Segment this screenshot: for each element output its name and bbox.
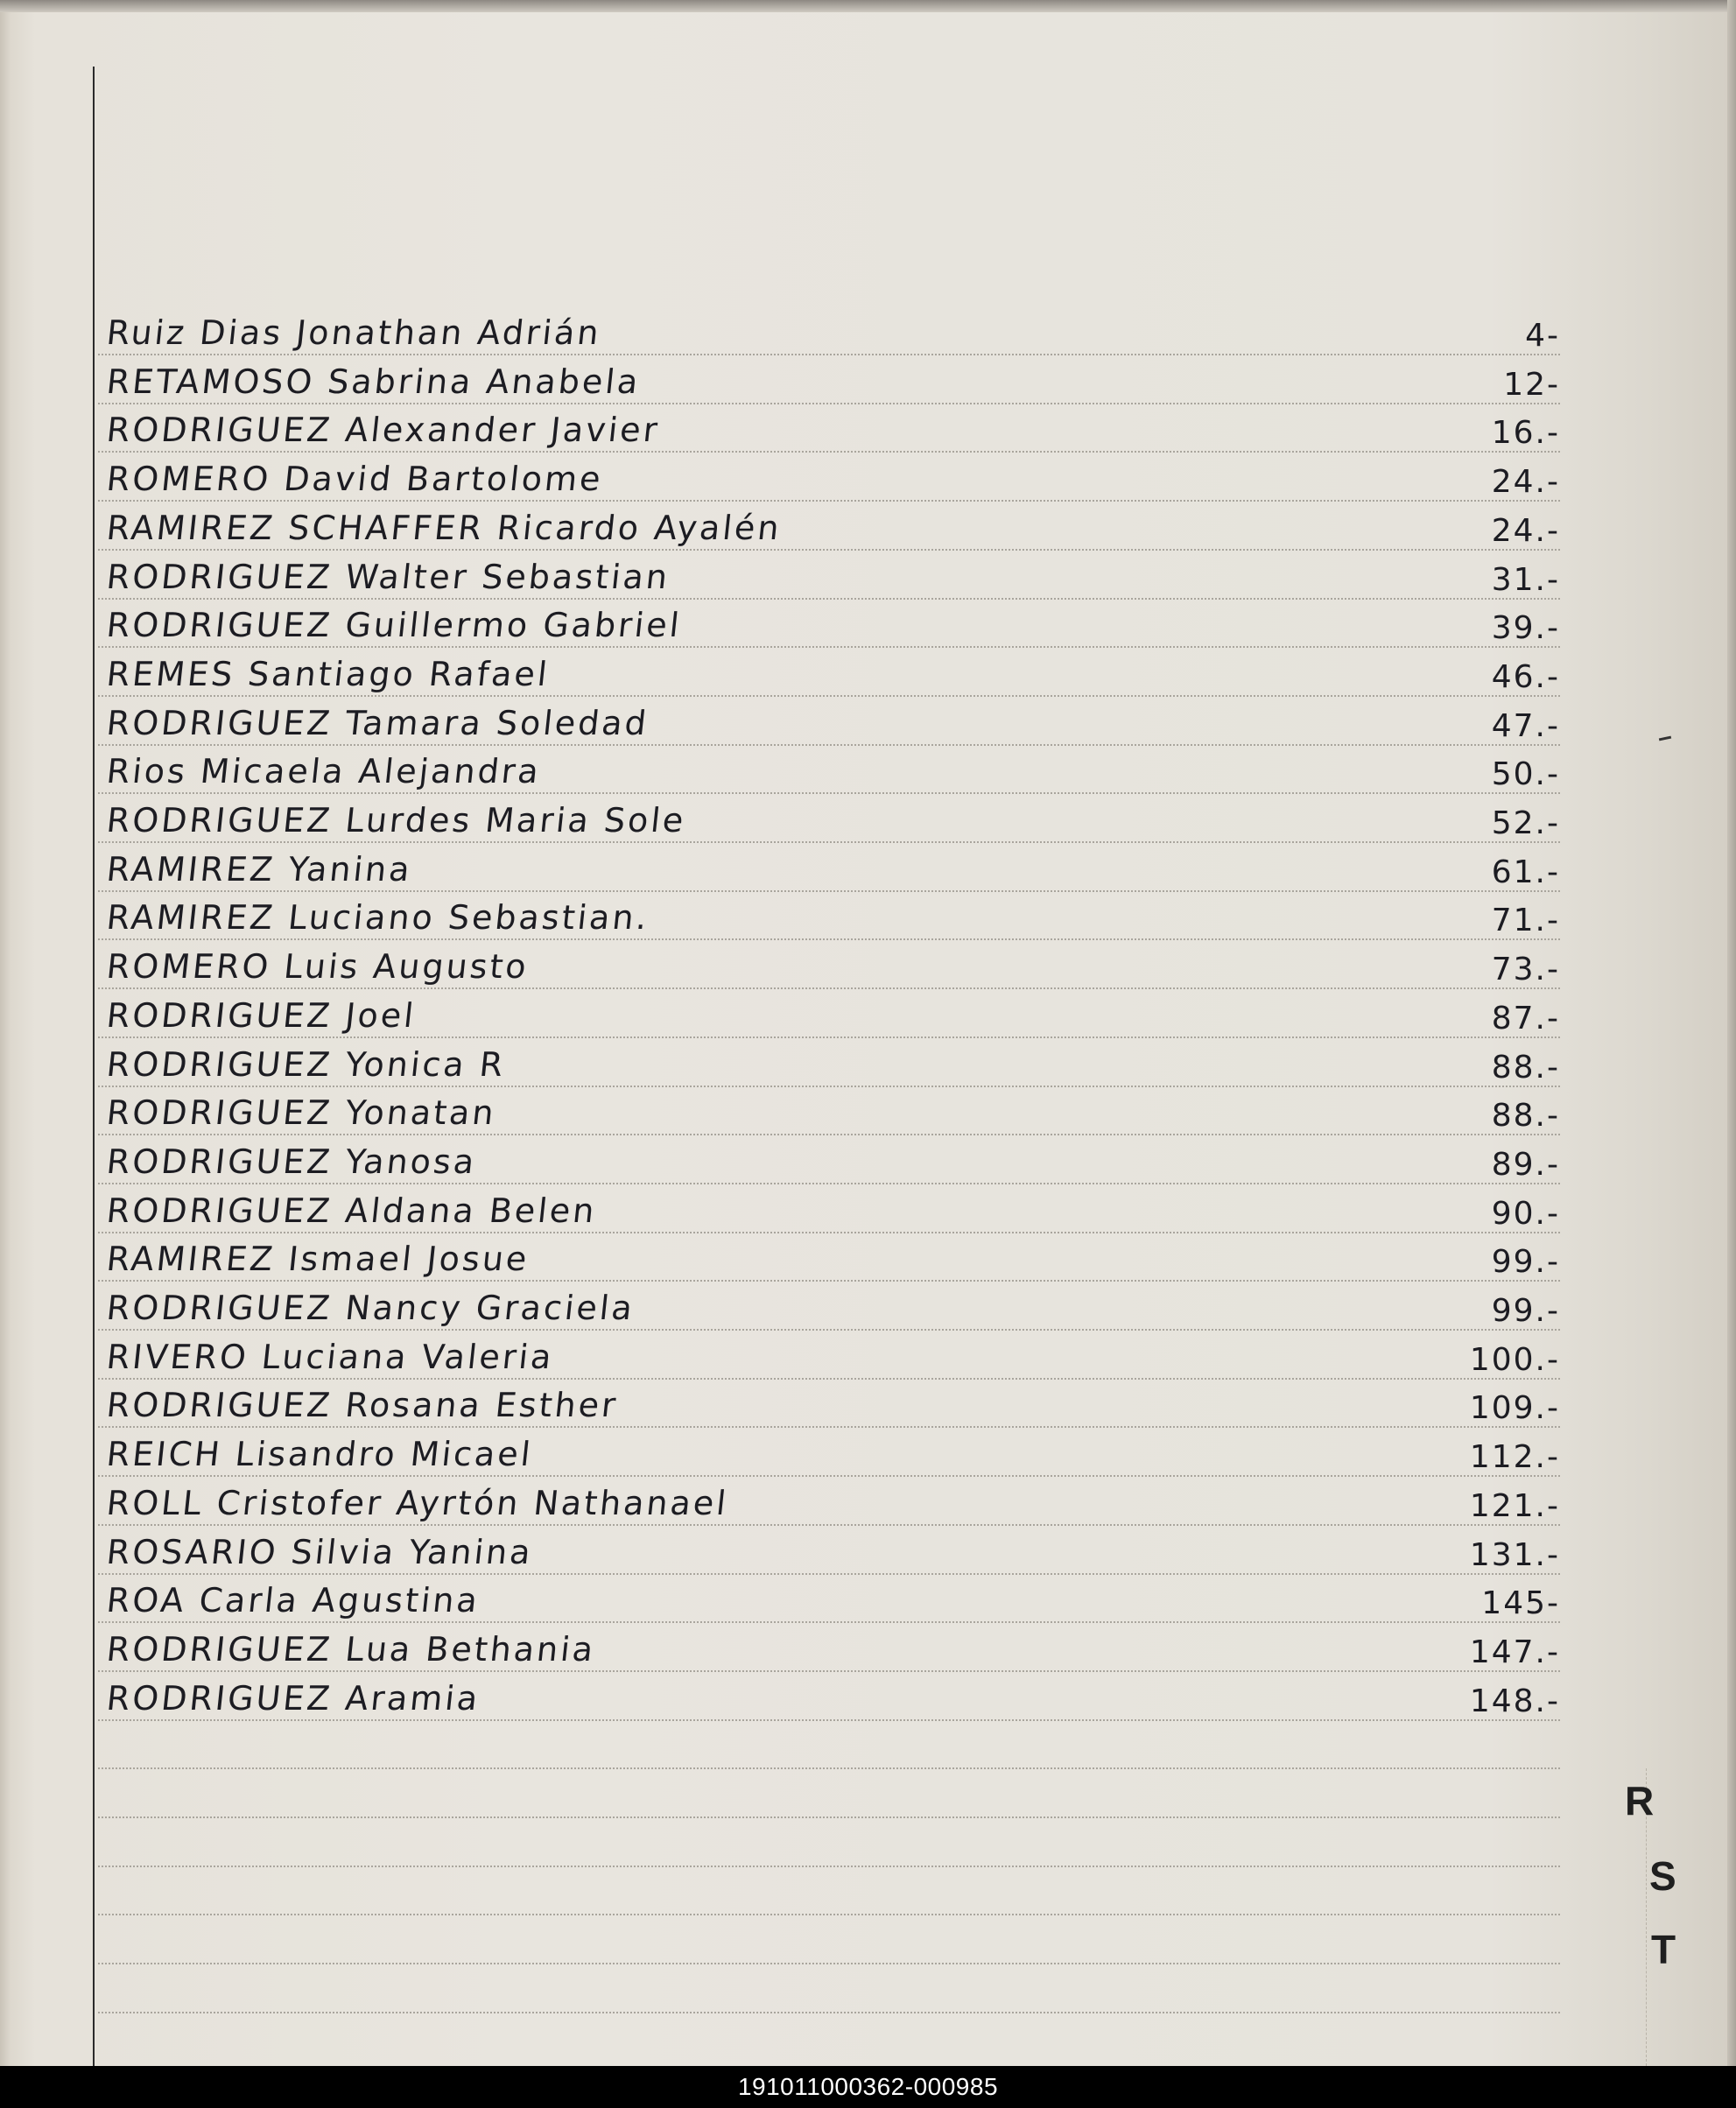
entry-name: RODRIGUEZ Yonatan	[104, 1093, 498, 1133]
register-entry-row	[98, 748, 1560, 792]
register-entry-row	[98, 1627, 1560, 1670]
entry-number: 99.-	[1491, 1293, 1560, 1329]
index-tab-s[interactable]: S	[1649, 1853, 1676, 1899]
entry-number: 121.-	[1469, 1487, 1560, 1524]
register-entry-row	[98, 1577, 1560, 1621]
ruled-line	[98, 1329, 1560, 1331]
entry-name: RODRIGUEZ Joel	[104, 995, 418, 1035]
entry-number: 61.-	[1491, 854, 1560, 890]
entry-number: 24.-	[1491, 512, 1560, 549]
index-tab-r[interactable]: R	[1625, 1778, 1655, 1823]
entry-name: RODRIGUEZ Walter Sebastian	[104, 557, 672, 596]
ruled-line	[98, 1866, 1560, 1867]
register-entry-row	[98, 944, 1560, 987]
register-entry-row	[98, 1285, 1560, 1329]
entry-name: ROMERO Luis Augusto	[104, 947, 531, 987]
ruled-line	[98, 987, 1560, 989]
ruled-line	[98, 451, 1560, 453]
entry-name: ROA Carla Agustina	[104, 1581, 482, 1620]
ruled-line	[98, 646, 1560, 648]
ruled-line	[98, 1183, 1560, 1184]
entry-name: RODRIGUEZ Rosana Esther	[104, 1386, 621, 1425]
entry-number: 12-	[1503, 366, 1560, 403]
ruled-line	[98, 744, 1560, 746]
entry-name: Rios Micaela Alejandra	[104, 752, 544, 791]
entry-number: 87.-	[1491, 1000, 1560, 1036]
ruled-line	[98, 1767, 1560, 1769]
entry-name: RIVERO Luciana Valeria	[104, 1337, 556, 1376]
ruled-line	[98, 1134, 1560, 1135]
entry-number: 89.-	[1491, 1146, 1560, 1183]
entry-number: 145-	[1481, 1585, 1560, 1622]
ruled-line	[98, 1719, 1560, 1721]
entry-name: RODRIGUEZ Aramia	[104, 1678, 482, 1718]
entry-name: Ruiz Dias Jonathan Adrián	[104, 313, 603, 352]
register-entry-row	[98, 456, 1560, 500]
ruled-line	[98, 1914, 1560, 1915]
register-entry-row	[98, 651, 1560, 695]
register-entry-row	[98, 359, 1560, 403]
entry-name: ROSARIO Silvia Yanina	[104, 1532, 535, 1571]
register-entry-row	[98, 554, 1560, 598]
register-entry-row	[98, 1529, 1560, 1573]
register-entry-row	[98, 1676, 1560, 1719]
register-entry-row	[98, 310, 1560, 354]
entry-number: 50.-	[1491, 756, 1560, 793]
register-entry-row	[98, 1236, 1560, 1280]
entry-number: 148.-	[1469, 1683, 1560, 1719]
left-margin-rule	[93, 67, 95, 2067]
entry-name: RODRIGUEZ Aldana Belen	[104, 1191, 599, 1230]
entry-number: 90.-	[1491, 1195, 1560, 1232]
entry-name: RODRIGUEZ Alexander Javier	[104, 411, 662, 450]
ruled-line	[98, 354, 1560, 355]
entry-number: 24.-	[1491, 464, 1560, 501]
entry-number: 73.-	[1491, 952, 1560, 988]
ruled-line	[98, 1963, 1560, 1964]
register-entry-row	[98, 798, 1560, 841]
register-entry-row	[98, 1090, 1560, 1134]
index-tab-t[interactable]: T	[1651, 1927, 1676, 1972]
entry-name: RODRIGUEZ Yonica R	[104, 1044, 508, 1084]
ruled-line	[98, 938, 1560, 940]
entry-name: ROLL Cristofer Ayrtón Nathanael	[104, 1483, 731, 1522]
ruled-line	[98, 598, 1560, 600]
entry-name: ROMERO David Bartolome	[104, 460, 605, 499]
scan-footer-bar	[0, 2066, 1736, 2108]
register-entry-row	[98, 1188, 1560, 1232]
book-right-edge	[1727, 0, 1736, 2066]
entry-number: 46.-	[1491, 658, 1560, 695]
ruled-line	[98, 1378, 1560, 1380]
entry-name: RODRIGUEZ Guillermo Gabriel	[104, 606, 684, 645]
entry-number: 147.-	[1469, 1634, 1560, 1670]
entry-number: 39.-	[1491, 610, 1560, 647]
entry-name: RETAMOSO Sabrina Anabela	[104, 362, 643, 401]
entry-number: 131.-	[1469, 1536, 1560, 1573]
entry-number: 88.-	[1491, 1049, 1560, 1086]
entry-name: RAMIREZ Ismael Josue	[104, 1240, 531, 1279]
register-entry-row	[98, 847, 1560, 890]
ruled-line	[98, 1086, 1560, 1087]
entry-number: 112.-	[1469, 1439, 1560, 1476]
entry-number: 71.-	[1491, 903, 1560, 939]
register-entry-row	[98, 1382, 1560, 1426]
ruled-line	[98, 1232, 1560, 1233]
register-entry-row	[98, 1334, 1560, 1378]
entry-number: 99.-	[1491, 1244, 1560, 1281]
ruled-line	[98, 1280, 1560, 1282]
entry-number: 100.-	[1469, 1341, 1560, 1378]
entry-name: RODRIGUEZ Yanosa	[104, 1142, 479, 1181]
entry-number: 47.-	[1491, 707, 1560, 744]
ruled-line	[98, 695, 1560, 697]
register-entry-row	[98, 1431, 1560, 1475]
ruled-line	[98, 792, 1560, 794]
scan-image-id: 191011000362-000985	[737, 2073, 999, 2100]
entry-name: RAMIREZ Luciano Sebastian.	[104, 898, 652, 938]
register-entry-row	[98, 1480, 1560, 1524]
entry-name: RAMIREZ Yanina	[104, 849, 414, 889]
ink-mark	[1659, 736, 1671, 741]
ruled-line	[98, 1621, 1560, 1623]
register-entry-row	[98, 700, 1560, 744]
entry-name: RODRIGUEZ Lua Bethania	[104, 1629, 598, 1669]
ruled-line	[98, 1573, 1560, 1575]
ruled-line	[98, 1036, 1560, 1038]
register-entry-row	[98, 602, 1560, 646]
register-entry-row	[98, 505, 1560, 549]
entry-name: RAMIREZ SCHAFFER Ricardo Ayalén	[104, 508, 784, 547]
entry-number: 4-	[1525, 318, 1560, 354]
entry-name: RODRIGUEZ Nancy Graciela	[104, 1289, 637, 1327]
register-entry-row	[98, 993, 1560, 1036]
ruled-line	[98, 841, 1560, 843]
entry-name: RODRIGUEZ Tamara Soledad	[104, 703, 651, 742]
ruled-line	[98, 1475, 1560, 1477]
register-entry-row	[98, 1042, 1560, 1086]
entry-name: RODRIGUEZ Lurdes Maria Sole	[104, 801, 688, 840]
register-entry-row	[98, 895, 1560, 938]
ruled-line	[98, 549, 1560, 551]
entry-number: 88.-	[1491, 1098, 1560, 1135]
entry-name: REMES Santiago Rafael	[104, 654, 552, 693]
register-entry-row	[98, 407, 1560, 451]
ruled-line	[98, 500, 1560, 502]
ruled-line	[98, 403, 1560, 404]
ruled-line	[98, 1670, 1560, 1672]
index-tab-strip	[1646, 1768, 1725, 2066]
ruled-line	[98, 890, 1560, 892]
entry-number: 31.-	[1491, 561, 1560, 598]
entry-number: 109.-	[1469, 1390, 1560, 1427]
ruled-lines-area	[98, 0, 1560, 2066]
ruled-line	[98, 1426, 1560, 1428]
entry-number: 52.-	[1491, 805, 1560, 841]
entry-name: REICH Lisandro Micael	[104, 1435, 535, 1474]
register-entry-row	[98, 1139, 1560, 1183]
entry-number: 16.-	[1491, 415, 1560, 452]
ruled-line	[98, 1816, 1560, 1818]
ruled-line	[98, 2012, 1560, 2013]
ruled-line	[98, 1524, 1560, 1526]
